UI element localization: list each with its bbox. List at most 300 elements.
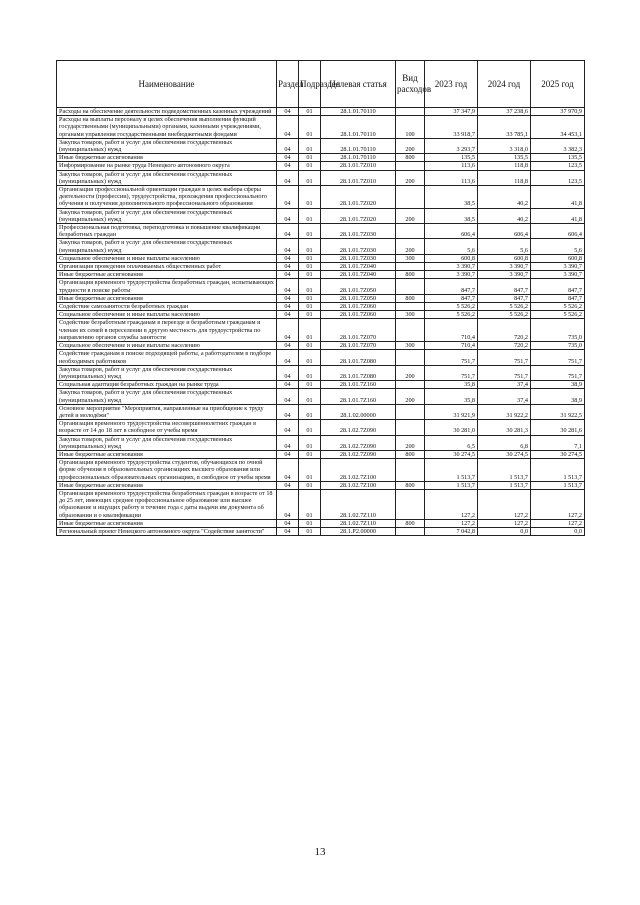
cell-subsection: 01	[299, 279, 321, 294]
cell-subsection: 01	[299, 224, 321, 239]
cell-2024: 5,6	[478, 239, 531, 254]
cell-2023: 7 042,8	[425, 527, 478, 535]
cell-target: 28.1.01.7Z040	[321, 271, 396, 279]
cell-name: Иные бюджетные ассигнования	[57, 481, 277, 489]
cell-2024: 3 390,7	[478, 271, 531, 279]
cell-name: Социальная адаптация безработных граждан на рынке труда	[57, 381, 277, 389]
cell-subsection: 01	[299, 138, 321, 153]
cell-section: 04	[277, 365, 299, 380]
cell-expense-type	[396, 279, 425, 294]
cell-expense-type	[396, 263, 425, 271]
cell-section: 04	[277, 319, 299, 342]
cell-2025: 41,8	[531, 186, 585, 209]
cell-2023: 6,5	[425, 435, 478, 450]
cell-2025: 7,1	[531, 435, 585, 450]
cell-2024: 127,2	[478, 519, 531, 527]
cell-subsection: 01	[299, 303, 321, 311]
cell-2025: 34 453,1	[531, 116, 585, 139]
cell-target: 28.1.01.7Z080	[321, 365, 396, 380]
cell-expense-type: 200	[396, 170, 425, 185]
cell-2025: 1 513,7	[531, 481, 585, 489]
cell-subsection: 01	[299, 170, 321, 185]
table-row	[57, 459, 585, 482]
cell-name: Закупка товаров, работ и услуг для обеспечения государственных (муниципальных) нужд	[57, 170, 277, 185]
cell-expense-type	[396, 489, 425, 519]
cell-target: 28.1.01.70110	[321, 108, 396, 116]
cell-expense-type: 300	[396, 342, 425, 350]
cell-subsection: 01	[299, 489, 321, 519]
cell-name: Социальное обеспечение и иные выплаты населению	[57, 342, 277, 350]
cell-expense-type: 200	[396, 365, 425, 380]
table-row	[57, 224, 585, 239]
cell-target: 28.1.01.7Z020	[321, 208, 396, 223]
cell-name: Расходы на выплаты персоналу в целях обеспечения выполнения функций государственными (муниципальными) органами, казенными учреждениями, органами управления государственными внебюджетными фондами	[57, 116, 277, 139]
cell-section: 04	[277, 311, 299, 319]
cell-section: 04	[277, 404, 299, 419]
cell-2025: 127,2	[531, 519, 585, 527]
cell-2023: 710,4	[425, 342, 478, 350]
table-header-row	[57, 61, 585, 108]
cell-2025: 123,5	[531, 170, 585, 185]
cell-2023: 37 347,9	[425, 108, 478, 116]
header-2025: 2025 год	[531, 61, 585, 108]
cell-target: 28.1.01.70110	[321, 116, 396, 139]
cell-target: 28.1.01.7Z050	[321, 279, 396, 294]
cell-subsection: 01	[299, 450, 321, 458]
cell-2025: 135,5	[531, 154, 585, 162]
cell-2025: 38,9	[531, 389, 585, 404]
cell-subsection: 01	[299, 527, 321, 535]
cell-subsection: 01	[299, 365, 321, 380]
cell-target: 28.1.02.7Z100	[321, 481, 396, 489]
table-row	[57, 450, 585, 458]
table-row	[57, 208, 585, 223]
cell-subsection: 01	[299, 239, 321, 254]
cell-name: Основное мероприятие "Мероприятия, направленные на приобщение к труду детей и молодёжи"	[57, 404, 277, 419]
cell-name: Иные бюджетные ассигнования	[57, 450, 277, 458]
cell-name: Закупка товаров, работ и услуг для обеспечения государственных (муниципальных) нужд	[57, 435, 277, 450]
cell-2024: 751,7	[478, 350, 531, 365]
cell-expense-type	[396, 224, 425, 239]
cell-2025: 3 382,3	[531, 138, 585, 153]
table-row	[57, 381, 585, 389]
cell-2024: 847,7	[478, 294, 531, 302]
table-row	[57, 279, 585, 294]
cell-subsection: 01	[299, 311, 321, 319]
cell-subsection: 01	[299, 481, 321, 489]
cell-2025: 127,2	[531, 489, 585, 519]
table-row	[57, 138, 585, 153]
cell-2024: 37,4	[478, 381, 531, 389]
cell-2023: 847,7	[425, 279, 478, 294]
header-2024: 2024 год	[478, 61, 531, 108]
table-row	[57, 404, 585, 419]
cell-section: 04	[277, 279, 299, 294]
table-row	[57, 303, 585, 311]
cell-section: 04	[277, 381, 299, 389]
cell-target: 28.1.02.7Z090	[321, 435, 396, 450]
cell-target: 28.1.02.7Z090	[321, 420, 396, 435]
cell-section: 04	[277, 186, 299, 209]
cell-section: 04	[277, 481, 299, 489]
cell-name: Закупка товаров, работ и услуг для обеспечения государственных (муниципальных) нужд	[57, 389, 277, 404]
cell-section: 04	[277, 108, 299, 116]
cell-section: 04	[277, 303, 299, 311]
cell-2024: 40,2	[478, 208, 531, 223]
cell-name: Иные бюджетные ассигнования	[57, 154, 277, 162]
cell-2024: 720,2	[478, 342, 531, 350]
cell-subsection: 01	[299, 459, 321, 482]
table-row	[57, 170, 585, 185]
cell-name: Закупка товаров, работ и услуг для обеспечения государственных (муниципальных) нужд	[57, 239, 277, 254]
cell-2024: 30 281,3	[478, 420, 531, 435]
cell-target: 28.1.01.7Z030	[321, 239, 396, 254]
cell-expense-type	[396, 186, 425, 209]
cell-section: 04	[277, 170, 299, 185]
cell-2025: 30 274,5	[531, 450, 585, 458]
header-target: Целевая статья	[321, 61, 396, 108]
cell-2024: 118,8	[478, 162, 531, 170]
cell-target: 28.1.01.7Z010	[321, 162, 396, 170]
table-row	[57, 350, 585, 365]
cell-expense-type	[396, 381, 425, 389]
cell-2024: 5 526,2	[478, 303, 531, 311]
cell-target: 28.1.01.7Z030	[321, 224, 396, 239]
cell-target: 28.1.01.7Z060	[321, 311, 396, 319]
cell-2025: 1 513,7	[531, 459, 585, 482]
table-row	[57, 527, 585, 535]
cell-2023: 127,2	[425, 489, 478, 519]
cell-2024: 40,2	[478, 186, 531, 209]
cell-2023: 751,7	[425, 365, 478, 380]
cell-2024: 3 390,7	[478, 263, 531, 271]
cell-2025: 123,5	[531, 162, 585, 170]
cell-2023: 35,8	[425, 381, 478, 389]
cell-target: 28.1.01.7Z160	[321, 381, 396, 389]
cell-section: 04	[277, 389, 299, 404]
cell-subsection: 01	[299, 404, 321, 419]
cell-2025: 3 390,7	[531, 271, 585, 279]
cell-expense-type: 300	[396, 311, 425, 319]
cell-section: 04	[277, 420, 299, 435]
cell-2024: 3 318,0	[478, 138, 531, 153]
cell-2024: 6,8	[478, 435, 531, 450]
cell-section: 04	[277, 224, 299, 239]
cell-expense-type: 200	[396, 435, 425, 450]
cell-expense-type	[396, 162, 425, 170]
cell-section: 04	[277, 527, 299, 535]
cell-target: 28.1.01.7Z020	[321, 186, 396, 209]
cell-2023: 5 526,2	[425, 303, 478, 311]
cell-expense-type: 800	[396, 271, 425, 279]
table-row	[57, 435, 585, 450]
cell-2024: 847,7	[478, 279, 531, 294]
cell-2025: 5 526,2	[531, 303, 585, 311]
cell-2024: 1 513,7	[478, 481, 531, 489]
cell-2023: 5,6	[425, 239, 478, 254]
cell-2025: 751,7	[531, 350, 585, 365]
header-section: Раздел	[277, 61, 299, 108]
cell-2025: 5 526,2	[531, 311, 585, 319]
cell-section: 04	[277, 519, 299, 527]
cell-subsection: 01	[299, 294, 321, 302]
cell-expense-type: 200	[396, 389, 425, 404]
cell-2023: 33 918,7	[425, 116, 478, 139]
cell-target: 28.1.01.7Z160	[321, 389, 396, 404]
cell-2023: 5 526,2	[425, 311, 478, 319]
table-row	[57, 239, 585, 254]
table-row	[57, 116, 585, 139]
cell-expense-type: 800	[396, 519, 425, 527]
table-row	[57, 108, 585, 116]
cell-subsection: 01	[299, 254, 321, 262]
cell-2025: 600,8	[531, 254, 585, 262]
cell-name: Иные бюджетные ассигнования	[57, 519, 277, 527]
cell-name: Организация временного трудоустройства безработных граждан, испытывающих трудности в поиске работы	[57, 279, 277, 294]
cell-2025: 751,7	[531, 365, 585, 380]
cell-2023: 3 390,7	[425, 263, 478, 271]
cell-section: 04	[277, 271, 299, 279]
cell-2024: 118,8	[478, 170, 531, 185]
table-row	[57, 489, 585, 519]
cell-target: 28.1.01.7Z040	[321, 263, 396, 271]
cell-name: Закупка товаров, работ и услуг для обеспечения государственных (муниципальных) нужд	[57, 208, 277, 223]
cell-target: 28.1.P2.00000	[321, 527, 396, 535]
cell-section: 04	[277, 435, 299, 450]
cell-2025: 735,0	[531, 319, 585, 342]
cell-2024: 127,2	[478, 489, 531, 519]
cell-subsection: 01	[299, 381, 321, 389]
cell-target: 28.1.01.7Z030	[321, 254, 396, 262]
cell-subsection: 01	[299, 263, 321, 271]
cell-2023: 1 513,7	[425, 459, 478, 482]
cell-section: 04	[277, 254, 299, 262]
table-row	[57, 186, 585, 209]
cell-target: 28.1.01.7Z010	[321, 170, 396, 185]
cell-subsection: 01	[299, 271, 321, 279]
cell-section: 04	[277, 450, 299, 458]
cell-target: 28.1.01.7Z060	[321, 303, 396, 311]
cell-section: 04	[277, 162, 299, 170]
table-row	[57, 254, 585, 262]
cell-2024: 1 513,7	[478, 459, 531, 482]
table-row	[57, 162, 585, 170]
cell-section: 04	[277, 208, 299, 223]
cell-expense-type	[396, 404, 425, 419]
cell-2023: 135,5	[425, 154, 478, 162]
cell-2023: 38,5	[425, 186, 478, 209]
cell-expense-type: 100	[396, 116, 425, 139]
cell-2023: 3 390,7	[425, 271, 478, 279]
budget-table-container	[56, 60, 584, 536]
cell-section: 04	[277, 239, 299, 254]
cell-name: Организация временного трудоустройства студентов, обучающихся по очной форме обучения в образовательных организациях высшего образования или профессиональных образовательных организациях, в свободное от учебы время	[57, 459, 277, 482]
page-number: 13	[314, 846, 326, 858]
cell-2025: 847,7	[531, 279, 585, 294]
cell-section: 04	[277, 350, 299, 365]
cell-2025: 38,9	[531, 381, 585, 389]
cell-2023: 38,5	[425, 208, 478, 223]
cell-expense-type	[396, 319, 425, 342]
cell-name: Иные бюджетные ассигнования	[57, 294, 277, 302]
cell-2023: 30 281,0	[425, 420, 478, 435]
table-row	[57, 519, 585, 527]
cell-2023: 113,6	[425, 170, 478, 185]
cell-name: Закупка товаров, работ и услуг для обеспечения государственных (муниципальных) нужд	[57, 365, 277, 380]
cell-target: 28.1.02.7Z090	[321, 450, 396, 458]
cell-2024: 5 526,2	[478, 311, 531, 319]
cell-target: 28.1.01.70110	[321, 138, 396, 153]
cell-section: 04	[277, 116, 299, 139]
cell-expense-type	[396, 459, 425, 482]
cell-subsection: 01	[299, 342, 321, 350]
table-row	[57, 319, 585, 342]
cell-target: 28.1.01.70110	[321, 154, 396, 162]
cell-expense-type	[396, 108, 425, 116]
cell-name: Информирование на рынке труда Ненецкого автономного округа	[57, 162, 277, 170]
cell-target: 28.1.01.7Z080	[321, 350, 396, 365]
cell-name: Социальное обеспечение и иные выплаты населению	[57, 311, 277, 319]
cell-subsection: 01	[299, 519, 321, 527]
cell-target: 28.1.02.7Z110	[321, 489, 396, 519]
budget-table	[56, 60, 585, 536]
cell-name: Содействие безработным гражданам в переезде и безработным гражданам и членам их семей в переселении в другую местность для трудоустройства по направлению органов службы занятости	[57, 319, 277, 342]
cell-2024: 720,2	[478, 319, 531, 342]
cell-expense-type	[396, 350, 425, 365]
cell-section: 04	[277, 489, 299, 519]
cell-2025: 735,0	[531, 342, 585, 350]
table-row	[57, 389, 585, 404]
cell-2025: 606,4	[531, 224, 585, 239]
cell-2023: 606,4	[425, 224, 478, 239]
cell-name: Иные бюджетные ассигнования	[57, 271, 277, 279]
cell-target: 28.1.01.7Z070	[321, 342, 396, 350]
table-row	[57, 154, 585, 162]
cell-name: Региональный проект Ненецкого автономного округа "Содействие занятости"	[57, 527, 277, 535]
cell-2023: 30 274,5	[425, 450, 478, 458]
cell-2023: 751,7	[425, 350, 478, 365]
cell-2023: 127,2	[425, 519, 478, 527]
cell-expense-type	[396, 303, 425, 311]
cell-subsection: 01	[299, 116, 321, 139]
cell-name: Профессиональная подготовка, переподготовка и повышение квалификации безработных граждан	[57, 224, 277, 239]
cell-name: Организация временного трудоустройства несовершеннолетних граждан в возрасте от 14 до 18 лет в свободное от учебы время	[57, 420, 277, 435]
cell-subsection: 01	[299, 319, 321, 342]
cell-target: 28.1.02.7Z110	[321, 519, 396, 527]
cell-expense-type: 200	[396, 138, 425, 153]
cell-name: Расходы на обеспечение деятельности подведомственных казенных учреждений	[57, 108, 277, 116]
cell-expense-type: 800	[396, 481, 425, 489]
cell-2023: 710,4	[425, 319, 478, 342]
cell-2025: 31 922,5	[531, 404, 585, 419]
cell-2023: 113,6	[425, 162, 478, 170]
cell-subsection: 01	[299, 389, 321, 404]
cell-2024: 606,4	[478, 224, 531, 239]
cell-2024: 30 274,5	[478, 450, 531, 458]
cell-name: Социальное обеспечение и иные выплаты населению	[57, 254, 277, 262]
cell-2024: 37 238,6	[478, 108, 531, 116]
cell-2023: 31 921,9	[425, 404, 478, 419]
cell-expense-type: 800	[396, 294, 425, 302]
table-row	[57, 420, 585, 435]
cell-section: 04	[277, 154, 299, 162]
cell-2025: 3 390,7	[531, 263, 585, 271]
cell-2025: 30 281,6	[531, 420, 585, 435]
table-row	[57, 263, 585, 271]
table-row	[57, 294, 585, 302]
cell-section: 04	[277, 294, 299, 302]
cell-subsection: 01	[299, 208, 321, 223]
header-name: Наименование	[57, 61, 277, 108]
cell-name: Организация профессиональной ориентации граждан в целях выбора сферы деятельности (профессии), трудоустройства, прохождения профессионального обучения и получения дополнительного профессионального образования	[57, 186, 277, 209]
cell-2024: 0,0	[478, 527, 531, 535]
cell-name: Организация проведения оплачиваемых общественных работ	[57, 263, 277, 271]
cell-target: 28.1.01.7Z070	[321, 319, 396, 342]
cell-subsection: 01	[299, 420, 321, 435]
cell-name: Содействие самозанятости безработных граждан	[57, 303, 277, 311]
cell-expense-type	[396, 420, 425, 435]
cell-name: Содействие гражданам в поиске подходящей работы, а работодателям в подборе необходимых работников	[57, 350, 277, 365]
cell-2023: 600,8	[425, 254, 478, 262]
header-expense-type: Вид расходов	[396, 61, 425, 108]
cell-2025: 847,7	[531, 294, 585, 302]
cell-subsection: 01	[299, 154, 321, 162]
cell-section: 04	[277, 459, 299, 482]
cell-2023: 3 293,7	[425, 138, 478, 153]
cell-target: 28.1.02.00000	[321, 404, 396, 419]
cell-section: 04	[277, 342, 299, 350]
header-subsection: Подраздел	[299, 61, 321, 108]
cell-subsection: 01	[299, 350, 321, 365]
cell-2024: 31 922,2	[478, 404, 531, 419]
cell-name: Организация временного трудоустройства безработных граждан в возрасте от 18 до 25 лет, имеющих среднее профессиональное образование или высшее образование и ищущих работу в течение года с даты выдачи им документа об образовании и о квалификации	[57, 489, 277, 519]
cell-expense-type	[396, 527, 425, 535]
cell-2025: 37 970,9	[531, 108, 585, 116]
cell-subsection: 01	[299, 162, 321, 170]
table-row	[57, 481, 585, 489]
cell-section: 04	[277, 263, 299, 271]
header-2023: 2023 год	[425, 61, 478, 108]
cell-2024: 33 785,1	[478, 116, 531, 139]
table-row	[57, 271, 585, 279]
cell-2024: 600,8	[478, 254, 531, 262]
table-row	[57, 311, 585, 319]
cell-2025: 0,0	[531, 527, 585, 535]
cell-section: 04	[277, 138, 299, 153]
cell-2023: 847,7	[425, 294, 478, 302]
table-row	[57, 342, 585, 350]
cell-2024: 37,4	[478, 389, 531, 404]
cell-name: Закупка товаров, работ и услуг для обеспечения государственных (муниципальных) нужд	[57, 138, 277, 153]
cell-2025: 5,6	[531, 239, 585, 254]
cell-2023: 35,8	[425, 389, 478, 404]
cell-2024: 751,7	[478, 365, 531, 380]
cell-2023: 1 513,7	[425, 481, 478, 489]
cell-subsection: 01	[299, 435, 321, 450]
cell-expense-type: 800	[396, 154, 425, 162]
cell-2024: 135,5	[478, 154, 531, 162]
cell-expense-type: 200	[396, 239, 425, 254]
cell-expense-type: 800	[396, 450, 425, 458]
cell-target: 28.1.01.7Z050	[321, 294, 396, 302]
cell-2025: 41,8	[531, 208, 585, 223]
table-row	[57, 365, 585, 380]
cell-subsection: 01	[299, 108, 321, 116]
cell-expense-type: 300	[396, 254, 425, 262]
cell-subsection: 01	[299, 186, 321, 209]
cell-expense-type: 200	[396, 208, 425, 223]
cell-target: 28.1.02.7Z100	[321, 459, 396, 482]
